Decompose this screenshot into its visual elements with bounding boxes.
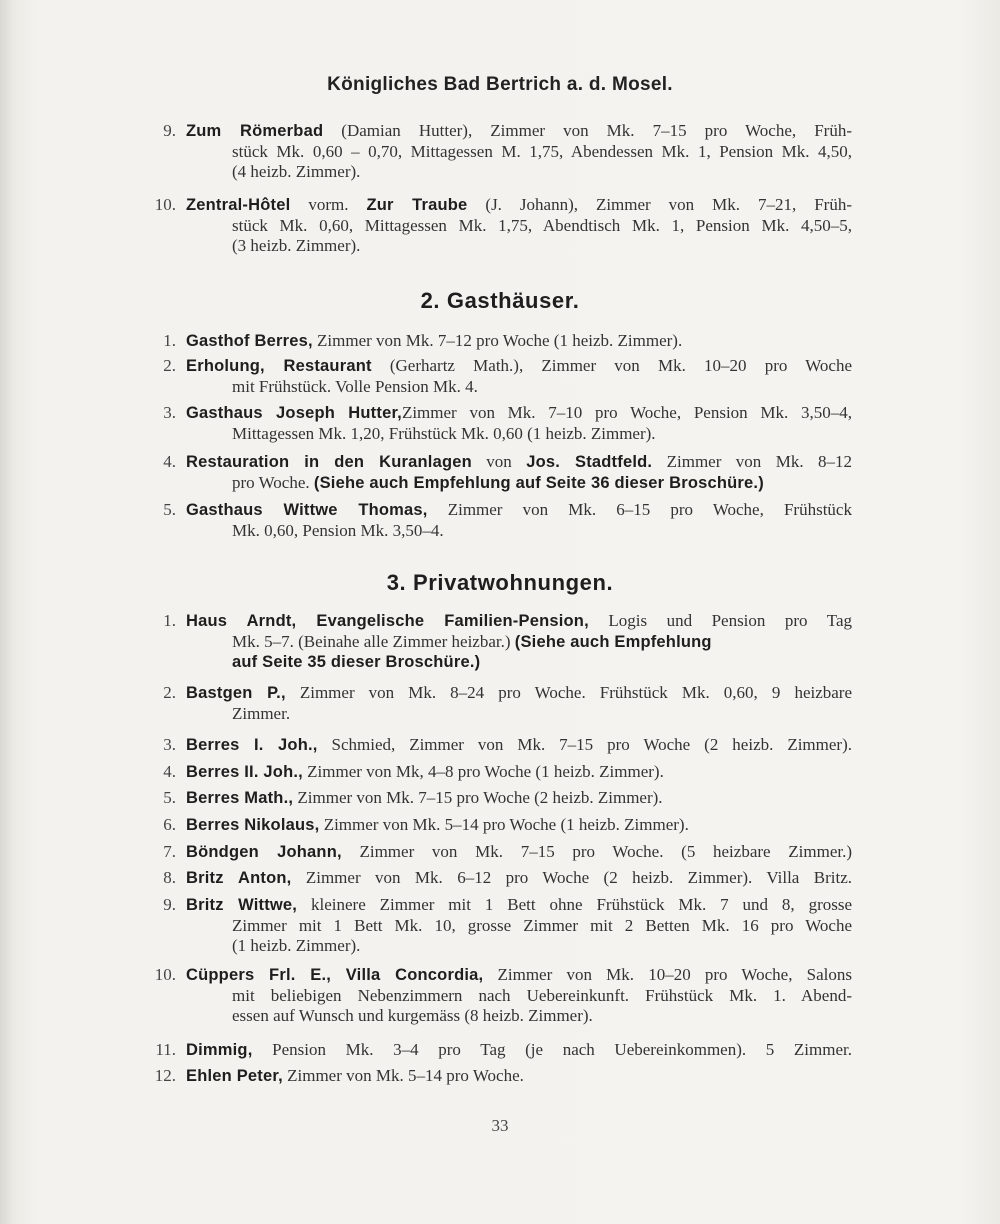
entry-name: Gasthof Berres, (186, 332, 313, 350)
list-item-privat-3 (140, 735, 852, 756)
entry-number: 5. (163, 788, 176, 807)
section-title-gasthaeuser: 2. Gasthäuser. (420, 288, 580, 313)
entry-text: (1 heizb. Zimmer). (232, 936, 361, 955)
entry-text: mit beliebigen Nebenzimmern nach Uebereinkunft. Frühstück Mk. 1. Abend- (232, 985, 852, 1005)
entry-text: von (471, 452, 527, 471)
entry-text: (4 heizb. Zimmer). (232, 162, 361, 181)
entry-name: Berres Nikolaus, (186, 816, 320, 834)
entry-text: (J. Johann), Zimmer von Mk. 7–21, Früh- (467, 195, 852, 214)
entry-name: Zentral-Hôtel (186, 196, 291, 214)
entry-text: Zimmer von Mk, 4–8 pro Woche (1 heizb. Zimmer). (302, 762, 664, 781)
entry-name: Berres II. Joh., (186, 763, 303, 781)
list-item-privat-6 (140, 815, 852, 836)
list-item-privat-11 (140, 1040, 852, 1061)
list-item-privat-10 (140, 965, 852, 1027)
entry-name-former: Zur Traube (366, 196, 468, 214)
entry-number: 7. (163, 842, 176, 861)
list-item-gasthaus-2 (140, 356, 852, 397)
entry-text: kleinere Zimmer mit 1 Bett ohne Frühstück Mk. 7 und 8, grosse (297, 895, 853, 914)
list-item-privat-1 (140, 611, 852, 673)
entry-name: Böndgen Johann, (186, 843, 342, 861)
entry-text: Pension Mk. 3–4 pro Tag (je nach Uebereinkommen). 5 Zimmer. (252, 1040, 852, 1059)
list-item-gasthaus-1 (140, 331, 852, 352)
entry-name: Gasthaus Joseph Hutter, (186, 404, 402, 422)
list-item-gasthaus-4 (140, 452, 852, 493)
entry-number: 10. (154, 965, 176, 984)
entry-name: Cüppers Frl. E., Villa Concordia, (186, 966, 484, 984)
entry-text: stück Mk. 0,60, Mittagessen Mk. 1,75, Abendtisch Mk. 1, Pension Mk. 4,50–5, (232, 215, 852, 235)
entry-number: 2. (163, 683, 176, 702)
entry-text: Zimmer von Mk. 8–24 pro Woche. Frühstück Mk. 0,60, 9 heizbare (285, 683, 853, 702)
entry-text: Zimmer von Mk. 5–14 pro Woche. (282, 1066, 524, 1085)
entry-text: Schmied, Zimmer von Mk. 7–15 pro Woche (2 heizb. Zimmer). (317, 735, 852, 754)
entry-text: Mittagessen Mk. 1,20, Frühstück Mk. 0,60 (1 heizb. Zimmer). (232, 423, 656, 443)
entry-text: essen auf Wunsch und kurgemäss (8 heizb. Zimmer). (232, 1006, 593, 1025)
entry-text: Zimmer von Mk. 7–15 pro Woche. (5 heizbare Zimmer.) (341, 842, 853, 861)
entry-name: Gasthaus Wittwe Thomas, (186, 501, 428, 519)
entry-number: 5. (163, 500, 176, 519)
entry-owner: Jos. Stadtfeld. (526, 453, 653, 471)
cross-reference: auf Seite 35 dieser Broschüre.) (232, 653, 481, 671)
entry-text: Zimmer von Mk. 6–12 pro Woche (2 heizb. Zimmer). Villa Britz. (291, 868, 852, 887)
entry-number: 3. (163, 735, 176, 754)
running-head: Königliches Bad Bertrich a. d. Mosel. (327, 74, 673, 95)
entry-number: 1. (163, 331, 176, 350)
entry-text: Zimmer von Mk. 8–12 (652, 452, 852, 471)
entry-number: 10. (154, 195, 176, 214)
entry-number: 1. (163, 611, 176, 630)
entry-text: Zimmer von Mk. 10–20 pro Woche, Salons (483, 965, 852, 984)
list-item-hotel-10 (140, 195, 852, 257)
entry-text: Zimmer mit 1 Bett Mk. 10, grosse Zimmer mit 2 Betten Mk. 16 pro Woche (232, 915, 852, 935)
list-item-gasthaus-5 (140, 500, 852, 541)
list-item-hotel-9 (140, 121, 852, 183)
entry-text: (Damian Hutter), Zimmer von Mk. 7–15 pro Woche, Früh- (323, 121, 852, 140)
entry-name: Bastgen P., (186, 684, 286, 702)
page-number: 33 (491, 1116, 509, 1135)
entry-number: 6. (163, 815, 176, 834)
entry-name: Dimmig, (186, 1041, 253, 1059)
cross-reference: (Siehe auch Empfehlung auf Seite 36 dieser Broschüre.) (313, 473, 764, 492)
entry-text: mit Frühstück. Volle Pension Mk. 4. (232, 376, 478, 396)
list-item-privat-2 (140, 683, 852, 724)
entry-name: Erholung, Restaurant (186, 357, 372, 375)
entry-name: Berres Math., (186, 789, 294, 807)
entry-text: Zimmer. (232, 703, 291, 723)
entry-text: pro Woche. (232, 472, 314, 492)
entry-name: Berres I. Joh., (186, 736, 318, 754)
entry-text: Zimmer von Mk. 7–10 pro Woche, Pension Mk. 3,50–4, (401, 403, 853, 422)
entry-name: Britz Wittwe, (186, 896, 298, 914)
entry-text: Mk. 0,60, Pension Mk. 3,50–4. (232, 520, 444, 540)
list-item-privat-8 (140, 868, 852, 889)
entry-number: 12. (154, 1066, 176, 1085)
entry-text: Zimmer von Mk. 5–14 pro Woche (1 heizb. Zimmer). (319, 815, 689, 834)
entry-number: 9. (163, 895, 176, 914)
entry-name: Restauration in den Kuranlagen (186, 453, 472, 471)
entry-number: 2. (163, 356, 176, 375)
entry-number: 8. (163, 868, 176, 887)
entry-name: Zum Römerbad (186, 122, 324, 140)
entry-name: Ehlen Peter, (186, 1067, 283, 1085)
entry-name: Haus Arndt, Evangelische Familien-Pension, (186, 612, 589, 630)
entry-number: 4. (163, 762, 176, 781)
entry-number: 3. (163, 403, 176, 422)
entry-name: Britz Anton, (186, 869, 292, 887)
entry-number: 4. (163, 452, 176, 471)
list-item-gasthaus-3 (140, 403, 852, 444)
entry-number: 9. (163, 121, 176, 140)
entry-text: Zimmer von Mk. 6–15 pro Woche, Frühstück (427, 500, 852, 519)
entry-text: (Gerhartz Math.), Zimmer von Mk. 10–20 pro Woche (371, 356, 852, 375)
list-item-privat-4 (140, 762, 852, 783)
section-title-privatwohnungen: 3. Privatwohnungen. (386, 570, 614, 595)
entry-text: Zimmer von Mk. 7–15 pro Woche (2 heizb. Zimmer). (293, 788, 663, 807)
entry-text: vorm. (290, 195, 367, 214)
list-item-privat-5 (140, 788, 852, 809)
entry-text: Zimmer von Mk. 7–12 pro Woche (1 heizb. Zimmer). (312, 331, 683, 350)
list-item-privat-12 (140, 1066, 852, 1087)
entry-text: stück Mk. 0,60 – 0,70, Mittagessen M. 1,75, Abendessen Mk. 1, Pension Mk. 4,50, (232, 141, 852, 161)
entry-number: 11. (155, 1040, 176, 1059)
entry-text: (3 heizb. Zimmer). (232, 236, 361, 255)
list-item-privat-9 (140, 895, 852, 957)
cross-reference: (Siehe auch Empfehlung (514, 632, 712, 651)
list-item-privat-7 (140, 842, 852, 863)
entry-text: Logis und Pension pro Tag (588, 611, 852, 630)
entry-text: Mk. 5–7. (Beinahe alle Zimmer heizbar.) (232, 631, 515, 651)
